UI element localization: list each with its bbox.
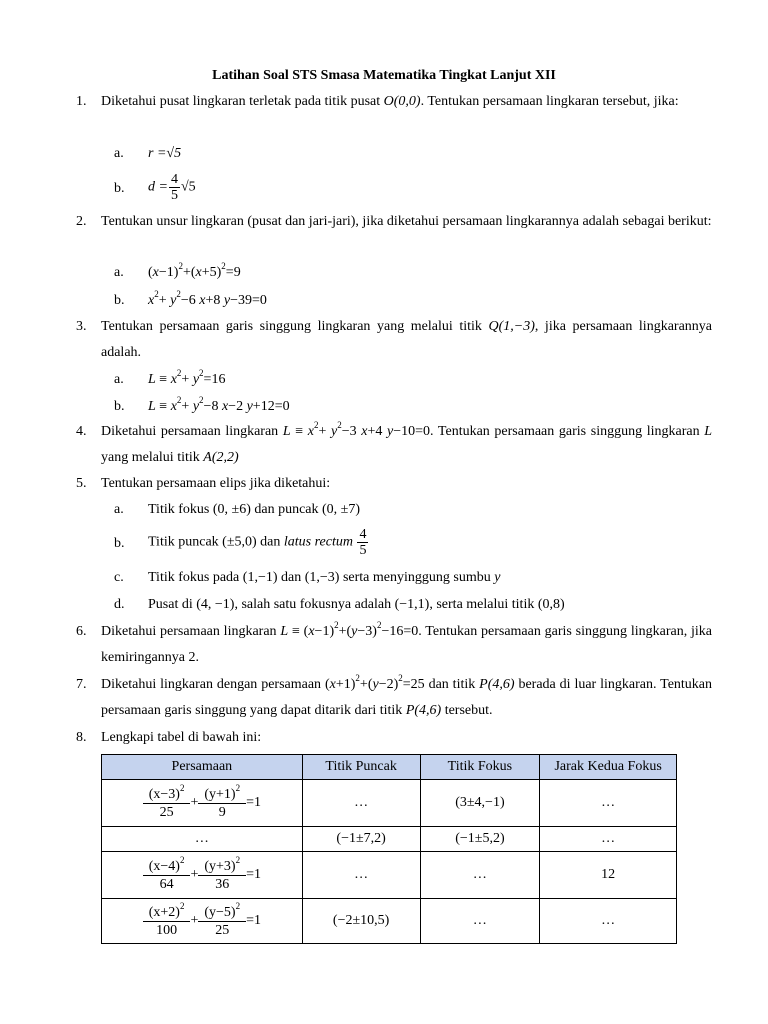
question-text: Diketahui lingkaran dengan persamaan $(x+1)^2+(y-2)^2=25$ dan titik P(4,6) berada di luar lingkaran. Tentukan persamaan garis singgung yang dapat ditarik dari titik P(4,6) tersebut. <box>101 673 713 718</box>
question-4: 4. Diketahui persamaan lingkaran $L \equiv x^2+ y^2-3$ x+4 y−10=0. Tentukan persamaan garis singgung lingkaran L yang melalui titik A(2,2) <box>76 419 712 471</box>
table-cell: … <box>420 852 540 899</box>
table-cell: (3±4,−1) <box>420 780 540 827</box>
document-page: Latihan Soal STS Smasa Matematika Tingkat Lanjut XII 1. Diketahui pusat lingkaran terletak pada titik pusat O(0,0). Tentukan persamaan lingkaran tersebut, jika: a. r =√5 b. d = $\frac{4}{5}$ √5 2. Tentukan unsur lingkaran (pusat dan jari-jari), jika diketahui persamaan lingkarannya adalah sebagai berikut: a. $(x-1)^2+(x+5)^2=9$ b. $x^2+ y^2-6$ x+8 y−39=0 3. Tentukan persamaan garis singgung lingkaran yang melalui titik Q(1,−3), jika persamaan lingkarannya adalah. a. $L \equiv x^2+ y^2=16$ b. $L \equiv x^2+ y^2-8$ x−2 y+12=0 4. Diketahui persamaan lingkaran $L \equiv x^2+ y^2-3$ x+4 y−10=0. Tentukan persamaan garis singgung lingkaran L yang melalui titik A(2,2) 5. Tentukan persamaan elips jika diketahui: a. Titik fokus (0, ±6) dan puncak (0, ±7) b. Titik puncak (±5,0) dan latus rectum $\frac{4}{5}$ c. Titik fokus pada (1,−1) dan (1,−3) serta menyinggung sumbu y d. Pusat di (4, −1), salah satu fokusnya adalah (−1,1), serta melalui titik (0,8) 6. Diketahui persamaan lingkaran $L \equiv (x-1)^2+(y-3)^2-16=0$. Tentukan persamaan garis singgung lingkaran, jika kemiringannya 2. 7. Diketahui lingkaran dengan persamaan $(x+1)^2+(y-2)^2=25$ dan titik P(4,6) berada di luar lingkaran. Tentukan persamaan garis singgung yang dapat ditarik dari titik P(4,6) tersebut. 8. Lengkapi tabel di bawah ini: Persamaan Titik Puncak Titik Fokus Jarak Kedua Fokus $(x-3)^2$ 25 + $\frac{(y+1)^2}{9}$ =1 … (3±4,−1) … … (−1±7,2) (−1±5,2) … $(x-4)^2$ 64 + $\frac{(y+3)^2}{36}$ =1 … … 12 $(x+2)^2$ 100 + $\frac{(y-5)^2}{25}$ =1 (−2±10,5) … … <box>0 0 768 1024</box>
question-text: Diketahui persamaan lingkaran $L \equiv x^2+ y^2-3$ x+4 y−10=0. Tentukan persamaan garis singgung lingkaran L yang melalui titik A(2,2) <box>101 420 712 465</box>
table-cell: … <box>540 899 677 944</box>
table-cell-equation: $(x-3)^2$ 25 + $\frac{(y+1)^2}{9}$ =1 <box>102 780 303 827</box>
table-header: Persamaan <box>102 755 303 780</box>
table-row <box>102 899 677 944</box>
question-text: Tentukan unsur lingkaran (pusat dan jari-jari), jika diketahui persamaan lingkarannya adalah sebagai berikut: <box>101 214 712 229</box>
q2-b-formula: $x^2+ y^2-6$ x+8 y−39=0 <box>148 289 267 308</box>
table-cell: … <box>302 852 420 899</box>
q3-a-formula: $L \equiv x^2+ y^2=16$ <box>148 368 226 387</box>
table-header: Titik Fokus <box>420 755 540 780</box>
table-cell: (−1±5,2) <box>420 827 540 852</box>
table-cell: 12 <box>540 852 677 899</box>
question-2: 2. Tentukan unsur lingkaran (pusat dan jari-jari), jika diketahui persamaan lingkarannya adalah sebagai berikut: <box>76 209 712 235</box>
table-cell-equation: $(x-4)^2$ 64 + $\frac{(y+3)^2}{36}$ =1 <box>102 852 303 899</box>
table-header-row <box>102 755 677 780</box>
q2-a-formula: $(x-1)^2+(x+5)^2=9$ <box>148 261 241 280</box>
table-cell-equation: … <box>102 827 303 852</box>
q1-b-formula: d = $\frac{4}{5}$ √5 <box>148 172 196 203</box>
question-text: Lengkapi tabel di bawah ini: <box>101 730 262 745</box>
table-cell: … <box>540 780 677 827</box>
table-cell: … <box>540 827 677 852</box>
q3-b-formula: $L \equiv x^2+ y^2-8$ x−2 y+12=0 <box>148 395 290 414</box>
question-3: 3. Tentukan persamaan garis singgung lingkaran yang melalui titik Q(1,−3), jika persamaan lingkarannya adalah. <box>76 314 712 366</box>
ellipse-table <box>101 754 677 944</box>
table-row <box>102 780 677 827</box>
page-title: Latihan Soal STS Smasa Matematika Tingkat Lanjut XII <box>212 68 556 83</box>
table-cell-equation: $(x+2)^2$ 100 + $\frac{(y-5)^2}{25}$ =1 <box>102 899 303 944</box>
question-number: 1. <box>76 94 87 109</box>
question-5: 5. Tentukan persamaan elips jika diketahui: <box>76 471 712 497</box>
table-header: Titik Puncak <box>302 755 420 780</box>
table-cell: … <box>420 899 540 944</box>
table-row <box>102 852 677 899</box>
table-cell: … <box>302 780 420 827</box>
table-cell: (−2±10,5) <box>302 899 420 944</box>
question-8: 8. Lengkapi tabel di bawah ini: <box>76 725 712 751</box>
question-text: Tentukan persamaan garis singgung lingkaran yang melalui titik Q(1,−3), jika persamaan lingkarannya adalah. <box>101 319 712 360</box>
question-text: Tentukan persamaan elips jika diketahui: <box>101 476 331 491</box>
table-row <box>102 827 677 852</box>
question-6: 6. Diketahui persamaan lingkaran $L \equiv (x-1)^2+(y-3)^2-16=0$. Tentukan persamaan garis singgung lingkaran, jika kemiringannya 2. <box>76 619 712 671</box>
question-7: 7. Diketahui lingkaran dengan persamaan $(x+1)^2+(y-2)^2=25$ dan titik P(4,6) berada di luar lingkaran. Tentukan persamaan garis singgung yang dapat ditarik dari titik P(4,6) tersebut. <box>76 672 712 724</box>
question-text: Diketahui pusat lingkaran terletak pada titik pusat O(0,0). Tentukan persamaan lingkaran tersebut, jika: <box>101 94 679 109</box>
question-1 <box>76 89 712 115</box>
table-cell: (−1±7,2) <box>302 827 420 852</box>
table-header: Jarak Kedua Fokus <box>540 755 677 780</box>
question-text: Diketahui persamaan lingkaran $L \equiv (x-1)^2+(y-3)^2-16=0$. Tentukan persamaan garis singgung lingkaran, jika kemiringannya 2. <box>101 620 712 665</box>
q1-a-formula: r =√5 <box>148 146 182 161</box>
